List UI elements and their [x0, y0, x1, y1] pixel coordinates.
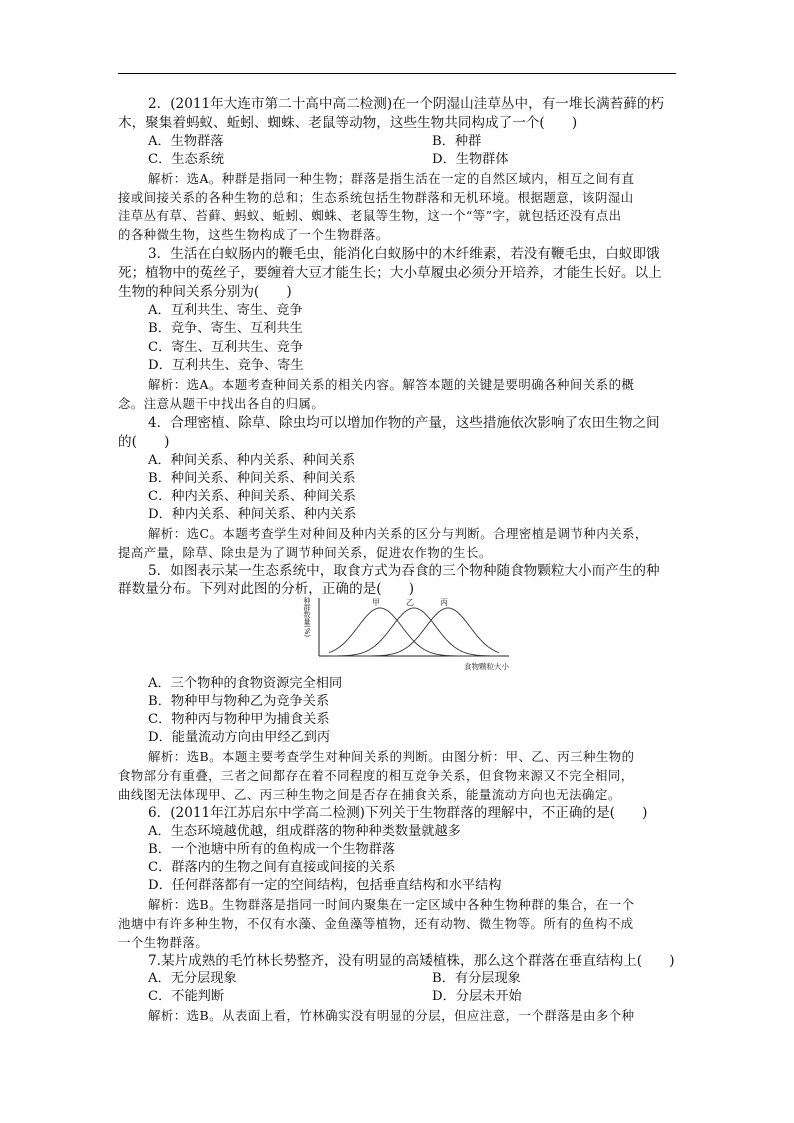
q3-analysis-line2: 念。注意从题干中找出各自的归属。	[118, 396, 325, 411]
chart-curves	[329, 608, 499, 656]
q2-option-b: B．种群	[432, 134, 482, 149]
q5-analysis-line2: 食物部分有重叠，三者之间都存在着不同程度的相互竞争关系，但食物来源又不完全相同，	[118, 768, 634, 783]
q4-analysis-line1: 解析：选C。本题考查学生对种间及种内关系的区分与判断。合理密植是调节种内关系，	[148, 526, 648, 541]
y-axis-label: 种群数量(%)	[303, 597, 311, 638]
q5-analysis-line1: 解析：选B。本题主要考查学生对种间关系的判断。由图分析：甲、乙、丙三种生物的	[148, 749, 635, 764]
q5-option-b: B．物种甲与物种乙为竞争关系	[148, 694, 330, 709]
q3-analysis-line1: 解析：选A。本题考查种间关系的相关内容。解答本题的关键是要明确各种间关系的概	[148, 377, 635, 392]
q3-stem-line3: 生物的种间关系分别为( )	[118, 284, 292, 300]
q6-option-b: B．一个池塘中所有的鱼构成一个生物群落	[148, 842, 396, 857]
q5-option-d: D．能量流动方向由甲经乙到丙	[148, 730, 331, 745]
q6-option-c: C．群落内的生物之间有直接或间接的关系	[148, 860, 396, 875]
q2-analysis-line4: 的各种微生物，这些生物构成了一个生物群落。	[118, 227, 389, 242]
q6-analysis-line3: 一个生物群落。	[118, 935, 209, 950]
series-label-1: 甲	[372, 598, 380, 607]
q2-option-c: C．生态系统	[148, 152, 225, 167]
q2-stem-line1: 2．(2011年大连市第二十高中高二检测)在一个阴湿山洼草丛中，有一堆长满苔藓的朽	[148, 96, 665, 112]
q4-option-d: D．种内关系、种间关系、种内关系	[148, 507, 357, 522]
q3-option-b: B．竞争、寄生、互利共生	[148, 321, 303, 336]
q4-stem-line1: 4．合理密植、除草、除虫均可以增加作物的产量，这些措施依次影响了农田生物之间	[148, 415, 660, 431]
q5-analysis-line3: 曲线图无法体现甲、乙、丙三种生物之间是否存在捕食关系，能量流动方向也无法确定。	[118, 787, 621, 802]
q4-analysis-line2: 提高产量，除草、除虫是为了调节种间关系，促进农作物的生长。	[118, 545, 492, 560]
species-distribution-chart	[293, 593, 519, 671]
q4-stem-line2: 的( )	[118, 434, 170, 450]
chart-axes	[319, 598, 509, 656]
q2-analysis-line1: 解析：选A。种群是指同一种生物；群落是指生活在一定的自然区域内，相互之间有直	[148, 171, 635, 186]
q6-analysis-line1: 解析：选B。生物群落是指同一时间内聚集在一定区域中各种生物种群的集合，在一个	[148, 897, 635, 912]
chart-labels	[303, 596, 509, 671]
q7-option-c: C．不能判断	[148, 989, 225, 1004]
q2-analysis-line3: 洼草丛有草、苔藓、蚂蚁、蚯蚓、蜘蛛、老鼠等生物，这一个“等”字，就包括还没有点出	[118, 208, 622, 223]
q6-option-d: D．任何群落都有一定的空间结构，包括垂直结构和水平结构	[148, 878, 502, 893]
q4-option-c: C．种内关系、种间关系、种间关系	[148, 489, 356, 504]
series-label-3: 丙	[440, 598, 448, 607]
q2-stem-line2: 木，聚集着蚂蚁、蚯蚓、蜘蛛、老鼠等动物，这些生物共同构成了一个( )	[118, 115, 578, 131]
q7-option-b: B．有分层现象	[432, 971, 521, 986]
q4-option-a: A．种间关系、种内关系、种间关系	[148, 453, 356, 468]
q3-stem-line1: 3．生活在白蚁肠内的鞭毛虫，能消化白蚁肠中的木纤维素，若没有鞭毛虫，白蚁即饿	[148, 246, 660, 262]
q7-stem-line1: 7.某片成熟的毛竹林长势整齐，没有明显的高矮植株，那么这个群落在垂直结构上( )	[148, 953, 675, 969]
x-axis-label: 食物颗粒大小	[464, 662, 509, 671]
q2-analysis-line2: 接或间接关系的各种生物的总和；生态系统包括生物群落和无机环境。根据题意，该阴湿山	[118, 190, 634, 205]
q7-analysis-line1: 解析：选B。从表面上看，竹林确实没有明显的分层，但应注意，一个群落是由多个种	[148, 1008, 635, 1023]
q3-option-c: C．寄生、互利共生、竞争	[148, 340, 304, 355]
q5-option-c: C．物种丙与物种甲为捕食关系	[148, 712, 330, 727]
q4-option-b: B．种间关系、种间关系、种间关系	[148, 471, 356, 486]
q3-option-a: A．互利共生、寄生、竞争	[148, 303, 303, 318]
q2-option-d: D．生物群体	[432, 152, 509, 167]
q2-option-a: A．生物群落	[148, 134, 224, 149]
q5-stem-line1: 5．如图表示某一生态系统中，取食方式为吞食的三个物种随食物颗粒大小而产生的种	[148, 563, 660, 579]
q3-stem-line2: 死；植物中的菟丝子，要缠着大豆才能生长；大小草履虫必须分开培养，才能生长好。以上	[118, 265, 662, 281]
q5-stem-line2: 群数量分布。下列对此图的分析，正确的是( )	[118, 581, 415, 597]
series-label-2: 乙	[406, 598, 414, 607]
q5-option-a: A．三个物种的食物资源完全相同	[148, 676, 343, 691]
q6-option-a: A．生态环境越优越，组成群落的物种种类数量就越多	[148, 824, 461, 839]
q6-analysis-line2: 池塘中有许多种生物，不仅有水藻、金鱼藻等植物，还有动物、微生物等。所有的鱼构不成	[118, 916, 634, 931]
q7-option-a: A．无分层现象	[148, 971, 237, 986]
q3-option-d: D．互利共生、竞争、寄生	[148, 358, 304, 373]
q7-option-d: D．分层未开始	[432, 989, 522, 1004]
q6-stem-line1: 6．(2011年江苏启东中学高二检测)下列关于生物群落的理解中，不正确的是( )	[148, 805, 648, 821]
